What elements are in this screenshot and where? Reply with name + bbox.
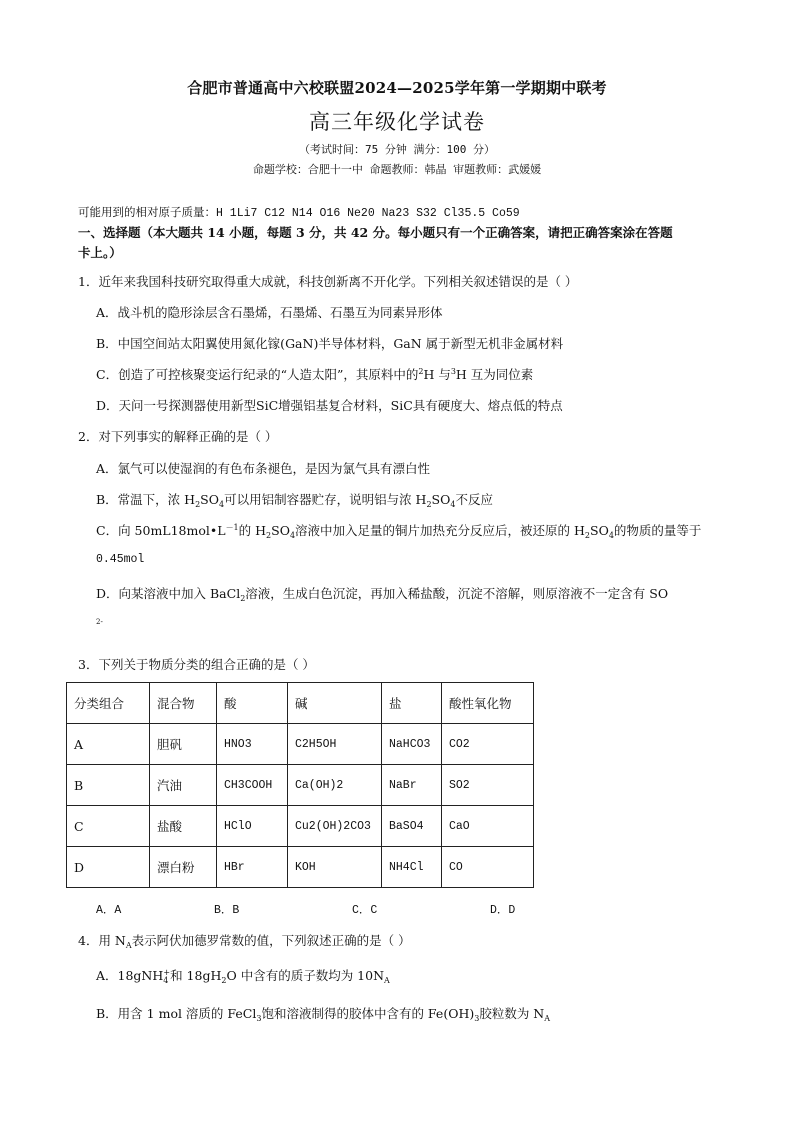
table-cell: B — [67, 765, 150, 806]
table-cell: CO — [442, 847, 534, 888]
table-cell: SO2 — [442, 765, 534, 806]
classification-table — [66, 682, 534, 888]
table-header-cell: 盐 — [382, 683, 442, 724]
exam-subtitle: 高三年级化学试卷 — [309, 110, 485, 134]
table-cell: HNO3 — [217, 724, 288, 765]
table-cell: D — [67, 847, 150, 888]
q2-option-c: C．向 $50mL18mol•L^{-1}$的 $H_2SO_4$溶液中加入足量的铜片加热充分反应后，被还原的 $H_2SO_4$的物质的量等于 — [96, 523, 702, 540]
q1-option-c: C．创造了可控核聚变运行纪录的“人造太阳”，其原料中的$^2$H 与$^3$H 互为同位素 — [96, 367, 534, 382]
table-cell: C2H5OH — [288, 724, 382, 765]
section1-heading-cont: 卡上。） — [78, 245, 122, 260]
exam-authors: 命题学校：合肥十一中 命题教师：韩晶 审题教师：武媛媛 — [252, 163, 542, 176]
q2-option-d-charge: 2- — [96, 618, 103, 626]
q3-choice-a: A．A — [96, 904, 122, 917]
q1-option-a: A．战斗机的隐形涂层含石墨烯，石墨烯、石墨互为同素异形体 — [96, 305, 443, 320]
table-header-cell: 混合物 — [150, 683, 217, 724]
q2-option-b: B．常温下，浓 $H_2SO_4$可以用铝制容器贮存，说明铝与浓 $H_2SO_4$不反应 — [96, 492, 493, 509]
table-cell: 盐酸 — [150, 806, 217, 847]
table-cell: CO2 — [442, 724, 534, 765]
table-cell: NaBr — [382, 765, 442, 806]
table-cell: CH3COOH — [217, 765, 288, 806]
table-cell: Cu2(OH)2CO3 — [288, 806, 382, 847]
q2-option-c-cont: 0.45mol — [96, 553, 145, 566]
atomic-masses: 可能用到的相对原子质量：H 1Li7 C12 N14 O16 Ne20 Na23 S32 Cl35.5 Co59 — [78, 207, 520, 220]
q4-option-b: B．用含 1 mol 溶质的 FeCl$_3$饱和溶液制得的胶体中含有的 $Fe(OH)_3$胶粒数为 $N_A$ — [96, 1006, 551, 1023]
q4-option-a: A．18gNH$_4$+和 $18gH_2O$ 中含有的质子数均为 $10N_A$ — [96, 968, 390, 985]
table-cell: KOH — [288, 847, 382, 888]
table-cell: BaSO4 — [382, 806, 442, 847]
table-cell: CaO — [442, 806, 534, 847]
table-row — [67, 806, 534, 847]
q3-choice-c: C．C — [352, 904, 378, 917]
table-header-cell: 酸性氧化物 — [442, 683, 534, 724]
section1-heading: 一、选择题（本大题共 14 小题，每题 3 分，共 42 分。每小题只有一个正确答案，请把正确答案涂在答题 — [78, 225, 673, 240]
q3-stem: 3．下列关于物质分类的组合正确的是（ ） — [78, 657, 315, 672]
q3-choice-d: D．D — [490, 904, 516, 917]
q2-stem: 2．对下列事实的解释正确的是（ ） — [78, 429, 278, 444]
table-row — [67, 765, 534, 806]
table-row — [67, 724, 534, 765]
q1-option-d: D．天问一号探测器使用新型SiC增强铝基复合材料，SiC具有硬度大、熔点低的特点 — [96, 398, 563, 413]
q1-option-b: B．中国空间站太阳翼使用氮化镓(GaN)半导体材料，GaN 属于新型无机非金属材料 — [96, 336, 564, 351]
q2-option-d: D．向某溶液中加入 BaCl$_2$溶液，生成白色沉淀，再加入稀盐酸，沉淀不溶解，则原溶液不一定含有 SO — [96, 586, 669, 603]
q1-stem: 1．近年来我国科技研究取得重大成就，科技创新离不开化学。下列相关叙述错误的是（ ） — [78, 274, 578, 289]
q3-choice-b: B．B — [214, 904, 240, 917]
table-header-cell: 酸 — [217, 683, 288, 724]
table-cell: NaHCO3 — [382, 724, 442, 765]
table-cell: 胆矾 — [150, 724, 217, 765]
table-cell: HClO — [217, 806, 288, 847]
exam-title: 合肥市普通高中六校联盟2024—2025学年第一学期期中联考 — [187, 79, 607, 97]
q4-stem: 4．用 $N_A$表示阿伏加德罗常数的值，下列叙述正确的是（ ） — [78, 933, 411, 950]
table-cell: C — [67, 806, 150, 847]
table-cell: HBr — [217, 847, 288, 888]
table-row — [67, 847, 534, 888]
table-cell: A — [67, 724, 150, 765]
table-cell: 汽油 — [150, 765, 217, 806]
table-cell: 漂白粉 — [150, 847, 217, 888]
exam-info: （考试时间：75 分钟 满分：100 分） — [299, 143, 495, 156]
table-header-cell: 碱 — [288, 683, 382, 724]
table-header-row — [67, 683, 534, 724]
table-cell: Ca(OH)2 — [288, 765, 382, 806]
table-header-cell: 分类组合 — [67, 683, 150, 724]
q2-option-a: A．氯气可以使湿润的有色布条褪色，是因为氯气具有漂白性 — [96, 461, 431, 476]
table-cell: NH4Cl — [382, 847, 442, 888]
